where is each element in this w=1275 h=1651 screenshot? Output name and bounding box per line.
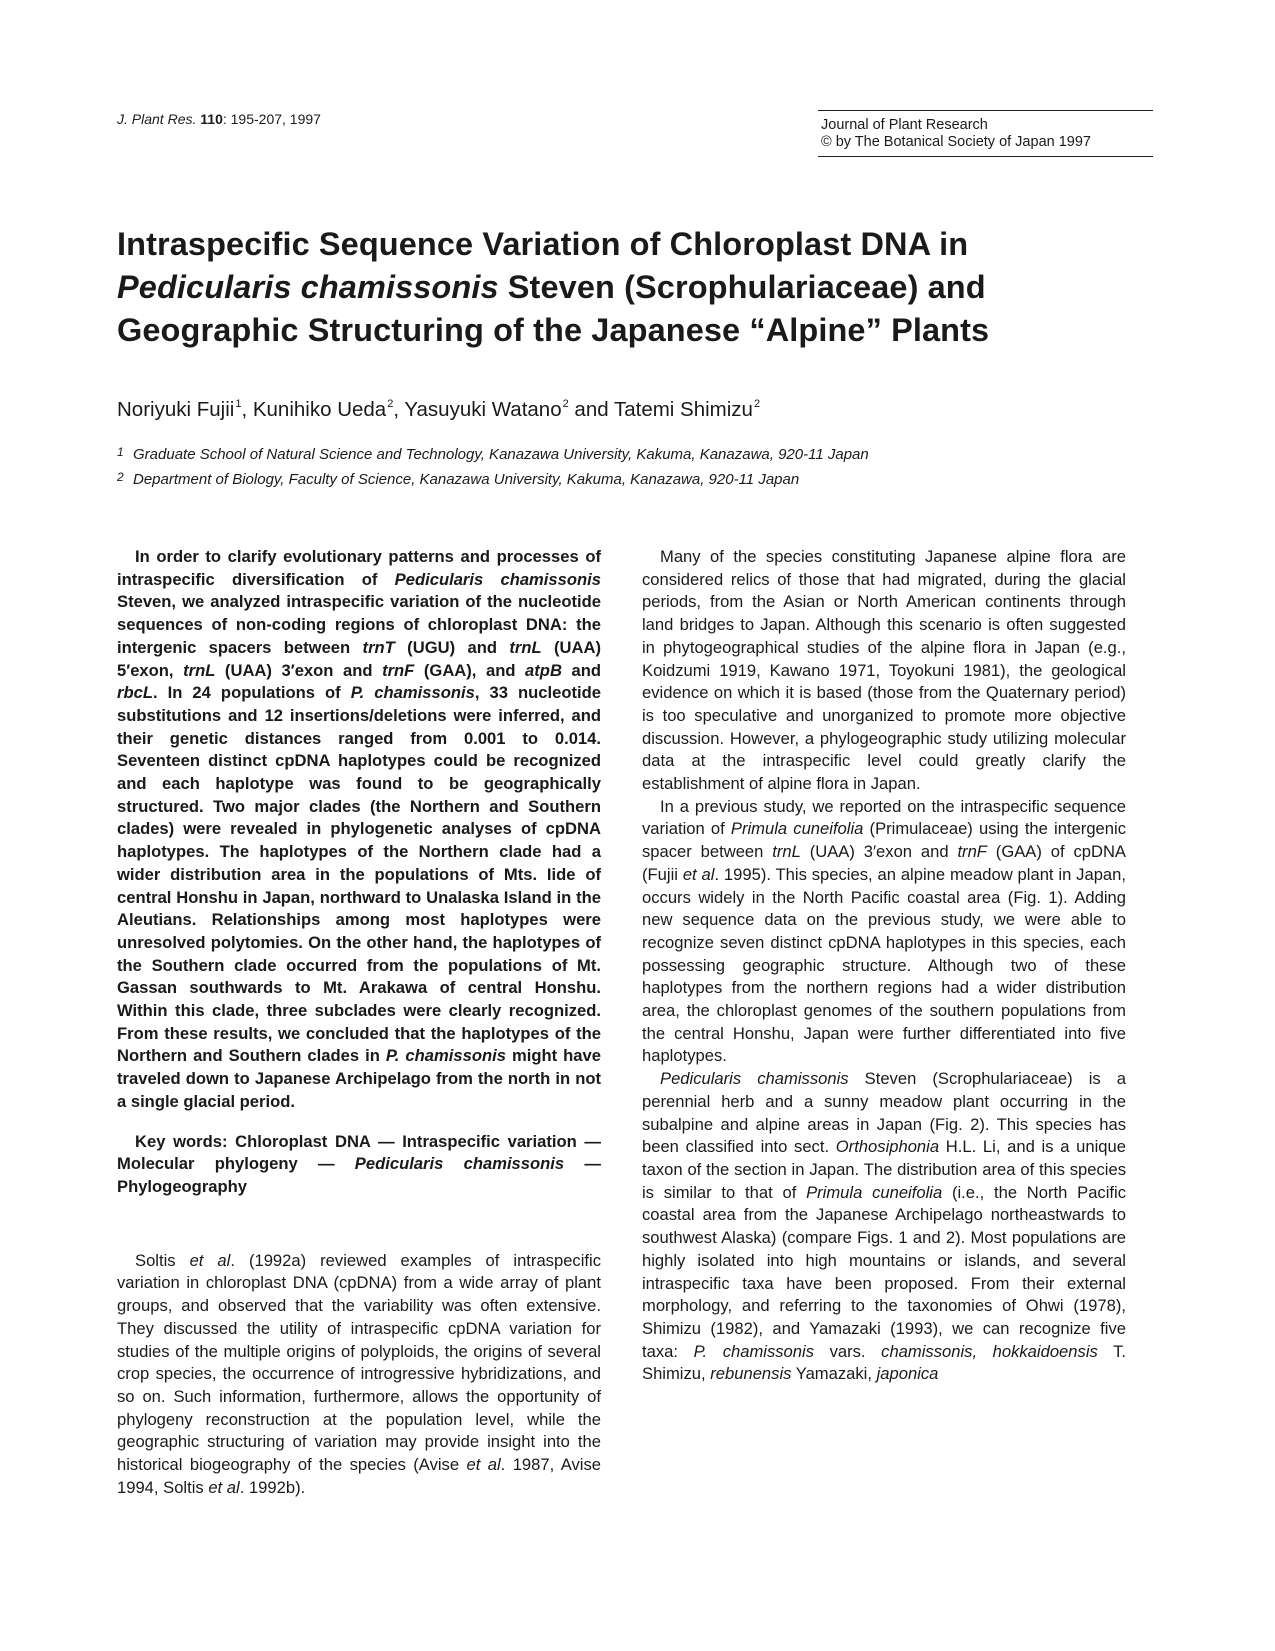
author-affil-mark: 2 bbox=[387, 398, 394, 410]
copyright-notice: © by The Botanical Society of Japan 1997 bbox=[821, 134, 1091, 150]
affiliation-text: Department of Biology, Faculty of Science, Kanazawa University, Kakuma, Kanazawa, 920-11 Japan bbox=[133, 471, 800, 488]
author-name: Tatemi Shimizu bbox=[613, 398, 753, 421]
paragraph-text: (GAA) of cpDNA (Fujii bbox=[642, 842, 1127, 884]
paragraph-italic: chamissonis, hokkaidoensis bbox=[881, 1341, 1098, 1361]
abstract-text: might have traveled down to Japanese Archipelago from the north in not a single glacial period. bbox=[117, 1046, 601, 1111]
paragraph-italic: et al bbox=[208, 1477, 240, 1497]
keywords-species: Pedicularis chamissonis bbox=[354, 1154, 565, 1174]
paragraph-italic: Pedicularis chamissonis bbox=[660, 1069, 849, 1089]
intro-paragraph-3 bbox=[642, 796, 1126, 1068]
abstract-text: In order to clarify evolutionary patterns and processes of intraspecific diversification of bbox=[117, 547, 601, 589]
paragraph-italic: et al bbox=[466, 1455, 501, 1475]
abstract-text: (UAA) 3′exon and bbox=[215, 660, 383, 680]
intro-paragraph-4 bbox=[642, 1068, 1126, 1386]
paragraph-text: H.L. Li, and is a unique taxon of the section in Japan. The distribution area of this species is similar to that of bbox=[642, 1137, 1126, 1202]
paragraph-italic: Orthosiphonia bbox=[835, 1137, 940, 1157]
paragraph-italic: trnF bbox=[957, 842, 987, 862]
abstract-text: , 33 nucleotide substitutions and 12 insertions/deletions were inferred, and their genetic distances ranged from 0.001 to 0.014. Seventeen distinct cpDNA haplotypes could be recognized and each haplotype was found to be geographically structured. Two major clades (the Northern and Southern clades) were revealed in phylogenetic analyses of cpDNA haplotypes. The haplotypes of the Northern clade had a wider distribution area in the populations of Mts. Iide of central Honshu in Japan, northward to Unalaska Island in the Aleutians. Relationships among most haplotypes were unresolved polytomies. On the other hand, the haplotypes of the Southern clade occurred from the populations of Mt. Gassan southwards to Mt. Arakawa of central Honshu. Within this clade, three subclades were clearly recognized. From these results, we concluded that the haplotypes of the Northern and Southern clades in bbox=[117, 683, 601, 1066]
paragraph-text: . 1992b). bbox=[239, 1477, 306, 1497]
affiliation-number: 2 bbox=[117, 470, 124, 484]
citation-pages: : 195-207, 1997 bbox=[222, 111, 321, 127]
paragraph-italic: P. chamissonis bbox=[693, 1341, 814, 1361]
title-species: Pedicularis chamissonis bbox=[117, 269, 499, 305]
keywords bbox=[117, 1131, 601, 1199]
paragraph-text: (UAA) 3′exon and bbox=[800, 842, 958, 862]
title-line-2-rest: Steven (Scrophulariaceae) and bbox=[498, 269, 986, 305]
paragraph-text: Steven (Scrophulariaceae) is a perennial herb and a sunny meadow plant occurring in the subalpine and alpine areas in Japan (Fig. 2). This species has been classified into sect. bbox=[642, 1069, 1126, 1157]
title-line-3: Geographic Structuring of the Japanese “Alpine” Plants bbox=[117, 312, 990, 348]
paragraph-text: (i.e., the North Pacific coastal area from the Japanese Archipelago northeastwards to southwest Alaska) (compare Figs. 1 and 2). Most populations are highly isolated into high mountains or islands, and several intraspecific taxa have been proposed. From their external morphology, and referring to the taxonomies of Ohwi (1978), Shimizu (1982), and Yamazaki (1993), we can recognize five taxa: bbox=[642, 1182, 1127, 1361]
abstract-text: (UGU) and bbox=[394, 637, 510, 657]
author-name: Yasuyuki Watano bbox=[404, 398, 562, 421]
abstract-species: P. chamissonis bbox=[350, 683, 475, 703]
paragraph-italic: trnL bbox=[772, 842, 801, 862]
gene-name: trnT bbox=[362, 637, 395, 657]
affiliation bbox=[117, 470, 799, 488]
author-separator: , bbox=[241, 398, 253, 421]
paragraph-italic: rebunensis bbox=[710, 1364, 792, 1384]
gene-name: trnL bbox=[183, 660, 216, 680]
gene-name: trnL bbox=[509, 637, 542, 657]
abstract-text: (UAA) 5′exon, bbox=[117, 637, 601, 680]
abstract-text: Steven, we analyzed intraspecific variation of the nucleotide sequences of non-coding regions of chloroplast DNA: the intergenic spacers between bbox=[117, 592, 601, 657]
abstract-text: (GAA), and bbox=[414, 660, 526, 680]
journal-name: Journal of Plant Research bbox=[821, 117, 988, 133]
paragraph-text: T. Shimizu, bbox=[642, 1341, 1127, 1384]
paper-title bbox=[117, 223, 1177, 352]
gene-name: trnF bbox=[382, 660, 415, 680]
paragraph-text: In a previous study, we reported on the intraspecific sequence variation of bbox=[642, 796, 1126, 839]
paragraph-text: Yamazaki, bbox=[791, 1364, 877, 1384]
abstract-species: Pedicularis chamissonis bbox=[394, 569, 601, 589]
paragraph-text: . (1992a) reviewed examples of intraspecific variation in chloroplast DNA (cpDNA) from a wide array of plant groups, and observed that the variability was often extensive. They discussed the utility of intraspecific cpDNA variation for studies of the multiple origins of polyploids, the origins of several crop species, the occurrence of introgressive hybridizations, and so on. Such information, furthermore, allows the opportunity of phylogeny reconstruction at the population level, while the geographic structuring of variation may provide insight into the historical biogeography of the species (Avise bbox=[117, 1250, 602, 1475]
affiliation bbox=[117, 445, 869, 463]
intro-paragraph-1 bbox=[117, 1250, 601, 1500]
title-line-2 bbox=[117, 266, 1177, 309]
paragraph-text: . 1995). This species, an alpine meadow plant in Japan, occurs widely in the North Pacific coastal area (Fig. 1). Adding new sequence data on the previous study, we were able to recognize seven distinct cpDNA haplotypes in this species, each possessing geographic structure. Although two of these haplotypes from the northern regions had a wider distribution area, the chloroplast genomes of the southern populations from the central Honshu, Japan were further differentiated into five haplotypes. bbox=[642, 864, 1127, 1066]
paragraph-italic: et al bbox=[682, 864, 715, 884]
abstract bbox=[117, 546, 601, 1114]
intro-paragraph-2: Many of the species constituting Japanese alpine flora are considered relics of those that had migrated, during the glacial periods, from the Asian or North American continents through land bridges to Japan. Although this scenario is often suggested in phytogeographical studies of the alpine flora in Japan (e.g., Koidzumi 1919, Kawano 1971, Toyokuni 1981), the geological evidence on which it is based (those from the Quaternary period) is too speculative and unorganized to promote more objective discussion. However, a phylogeographic study utilizing molecular data at the intraspecific level could greatly clarify the establishment of alpine flora in Japan. bbox=[642, 547, 1126, 794]
keywords-text: — Phylogeography bbox=[117, 1154, 601, 1196]
paragraph-italic: Primula cuneifolia bbox=[806, 1182, 943, 1202]
author-affil-mark: 2 bbox=[753, 398, 761, 410]
abstract-text: . In 24 populations of bbox=[152, 683, 351, 703]
author-list bbox=[117, 398, 760, 422]
paragraph-text: . 1987, Avise 1994, Soltis bbox=[117, 1455, 601, 1497]
paragraph-text: (Primulaceae) using the intergenic spacer between bbox=[642, 819, 1126, 862]
right-column bbox=[642, 546, 1126, 1386]
author-separator: and bbox=[568, 398, 614, 421]
left-column bbox=[117, 546, 601, 1499]
gene-name: rbcL bbox=[117, 683, 153, 703]
paragraph-italic: et al bbox=[189, 1250, 231, 1270]
paragraph-text: Soltis bbox=[135, 1250, 190, 1270]
citation-journal: J. Plant Res. bbox=[117, 111, 197, 127]
gene-name: atpB bbox=[525, 660, 562, 680]
author-affil-mark: 1 bbox=[235, 398, 242, 410]
paragraph-text: vars. bbox=[814, 1341, 882, 1361]
paragraph-italic: japonica bbox=[876, 1364, 939, 1384]
author-affil-mark: 2 bbox=[562, 398, 569, 410]
author-name: Noriyuki Fujii bbox=[117, 398, 235, 421]
paragraph-italic: Primula cuneifolia bbox=[730, 819, 864, 839]
journal-info-box bbox=[818, 110, 1153, 157]
abstract-species: P. chamissonis bbox=[385, 1046, 506, 1066]
journal-citation bbox=[117, 111, 321, 127]
citation-volume: 110 bbox=[200, 111, 223, 127]
keywords-text: Key words: Chloroplast DNA — Intraspecific variation — Molecular phylogeny — bbox=[117, 1131, 601, 1174]
abstract-text: and bbox=[561, 660, 601, 680]
title-line-1: Intraspecific Sequence Variation of Chloroplast DNA in bbox=[117, 226, 969, 262]
affiliation-text: Graduate School of Natural Science and Technology, Kanazawa University, Kakuma, Kanazawa, 920-11 Japan bbox=[133, 446, 869, 463]
affiliation-number: 1 bbox=[117, 445, 124, 459]
author-name: Kunihiko Ueda bbox=[252, 398, 387, 421]
author-separator: , bbox=[393, 398, 405, 421]
